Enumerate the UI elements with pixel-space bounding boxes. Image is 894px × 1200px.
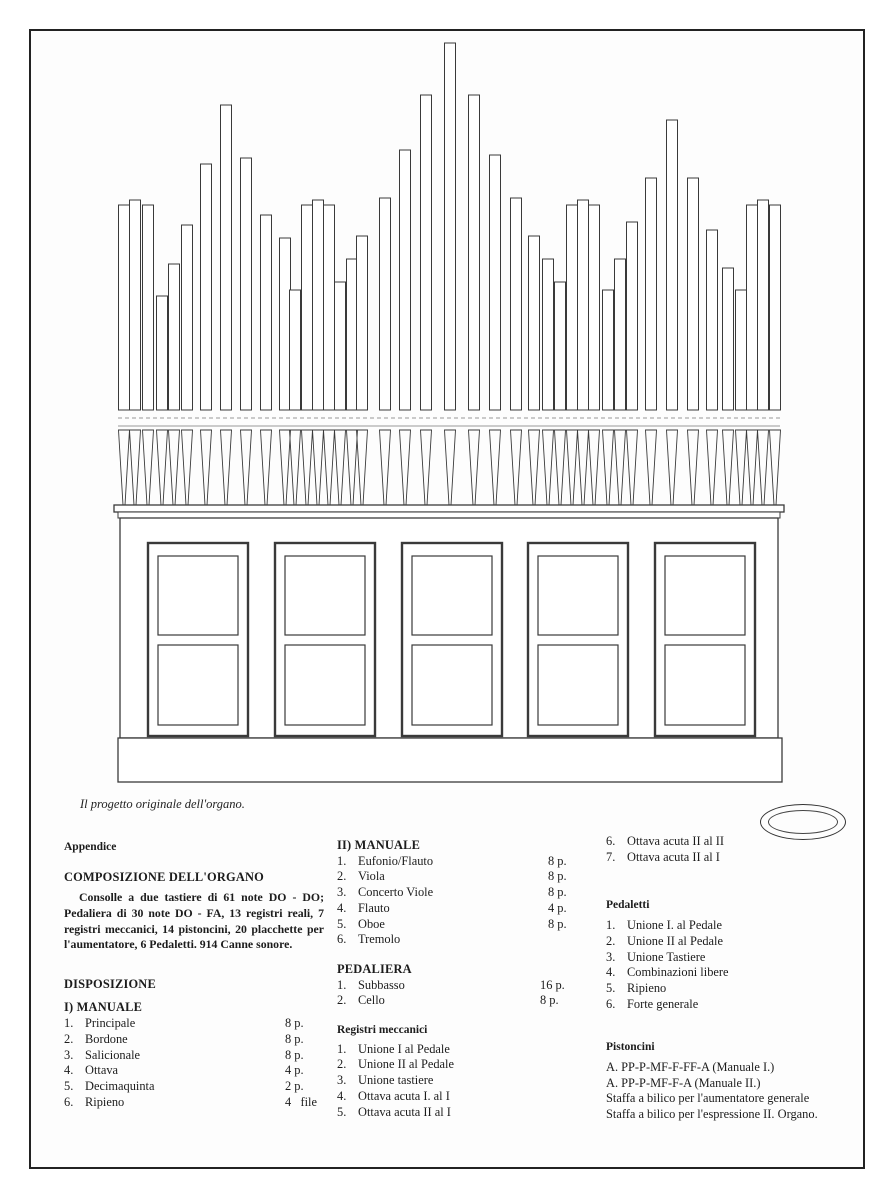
pipe-foot-icon (723, 430, 734, 505)
list-item (606, 997, 868, 1013)
manuale-2-heading: II) MANUALE (337, 838, 421, 852)
pipe-foot-icon (511, 430, 522, 505)
pipe-foot-icon (469, 430, 480, 505)
list-item (606, 918, 868, 934)
pipe-icon (688, 178, 699, 410)
pipe-icon (157, 296, 168, 410)
pipe-icon (627, 222, 638, 410)
pipe-foot-icon (302, 430, 313, 505)
item-name: Decimaquinta (85, 1079, 155, 1093)
pipe-foot-icon (529, 430, 540, 505)
pistoncino-line: A. PP-P-MF-F-FF-A (Manuale I.) (606, 1060, 775, 1075)
pistoncini-heading: Pistoncini (606, 1041, 655, 1054)
list-item (64, 1048, 324, 1064)
panel-upper-icon (412, 556, 492, 635)
manuale-2-list (337, 854, 599, 948)
pipe-foot-icon (157, 430, 168, 505)
item-number: 1. (337, 977, 347, 992)
list-item (337, 854, 599, 870)
item-name: Subbasso (358, 977, 405, 992)
list-item (337, 1105, 599, 1121)
item-name: Salicionale (85, 1047, 141, 1062)
pipe-icon (723, 268, 734, 410)
item-value: 8 p. (285, 1047, 304, 1062)
item-number: 6. (64, 1094, 74, 1109)
item-name: Combinazioni libere (627, 965, 729, 980)
item-number: 4. (337, 900, 347, 915)
item-value: 8 p. (285, 1016, 304, 1031)
pipe-foot-icon (445, 430, 456, 505)
item-name: Ripieno (627, 980, 667, 995)
pipe-foot-icon (603, 430, 614, 505)
pedaletti-list (606, 918, 868, 1012)
pipe-icon (615, 259, 626, 410)
pipe-icon (445, 43, 456, 410)
pipe-icon (182, 225, 193, 410)
pipe-icon (241, 158, 252, 410)
pipe-foot-icon (324, 430, 335, 505)
pipe-icon (490, 155, 501, 410)
item-name: Concerto Viole (358, 885, 434, 900)
item-number: 1. (337, 853, 347, 868)
pipe-foot-icon (555, 430, 566, 505)
list-item (64, 1079, 324, 1095)
pipe-foot-icon (736, 430, 747, 505)
panel-upper-icon (538, 556, 618, 635)
pedaletti-heading: Pedaletti (606, 899, 650, 912)
pipe-foot-icon (543, 430, 554, 505)
item-value: 8 p. (548, 885, 567, 900)
list-item (337, 932, 599, 948)
pipe-foot-icon (707, 430, 718, 505)
item-name: Eufonio/Flauto (358, 853, 434, 868)
panel-lower-icon (538, 645, 618, 725)
manuale-1-heading: I) MANUALE (64, 1000, 143, 1015)
appendice-heading: Appendice (64, 841, 117, 853)
pipe-foot-icon (221, 430, 232, 505)
pipe-icon (567, 205, 578, 410)
item-number: 5. (64, 1079, 74, 1093)
list-item (606, 965, 868, 981)
item-name: Tremolo (358, 932, 401, 947)
cornice-lower-icon (118, 512, 780, 518)
item-number: 1. (64, 1016, 74, 1031)
item-name: Ottava acuta II al I (627, 849, 720, 864)
pipe-foot-icon (667, 430, 678, 505)
pistoncino-line: A. PP-P-MF-F-A (Manuale II.) (606, 1075, 761, 1090)
item-number: 1. (606, 918, 616, 933)
pipe-foot-icon (313, 430, 324, 505)
cornice-icon (114, 505, 784, 512)
item-number: 2. (606, 933, 616, 948)
item-name: Unione tastiere (358, 1073, 434, 1088)
item-value: 8 p. (548, 916, 567, 931)
item-number: 7. (606, 849, 616, 864)
pipe-icon (421, 95, 432, 410)
list-item (337, 869, 599, 885)
pipe-foot-icon (747, 430, 758, 505)
figure-caption: Il progetto originale dell'organo. (80, 797, 245, 811)
item-number: 2. (64, 1031, 74, 1046)
pipe-foot-icon (335, 430, 346, 505)
pipe-foot-icon (169, 430, 180, 505)
registri-cont-list (606, 834, 868, 865)
list-item (64, 1095, 324, 1111)
pipe-foot-icon (646, 430, 657, 505)
pipe-foot-icon (421, 430, 432, 505)
item-value: 2 p. (285, 1079, 304, 1093)
item-number: 5. (337, 1104, 347, 1119)
item-number: 2. (337, 869, 347, 884)
pipe-icon (555, 282, 566, 410)
list-item (337, 917, 599, 933)
item-number: 5. (606, 980, 616, 995)
pipe-icon (578, 200, 589, 410)
item-number: 6. (606, 996, 616, 1011)
column-1 (64, 840, 324, 1110)
item-number: 5. (337, 916, 347, 931)
pipe-icon (747, 205, 758, 410)
item-value: 8 p. (285, 1031, 304, 1046)
panel-lower-icon (158, 645, 238, 725)
pipe-icon (469, 95, 480, 410)
pipe-foot-icon (758, 430, 769, 505)
pipe-foot-icon (627, 430, 638, 505)
item-name: Ottava (85, 1063, 119, 1078)
item-name: Ripieno (85, 1094, 125, 1109)
list-item (337, 1073, 599, 1089)
list-item (337, 885, 599, 901)
panel-upper-icon (285, 556, 365, 635)
item-name: Unione II al Pedale (358, 1057, 454, 1072)
item-value: 16 p. (540, 977, 565, 992)
pipe-icon (290, 290, 301, 410)
pipe-foot-icon (688, 430, 699, 505)
item-number: 6. (606, 834, 616, 848)
pipe-icon (201, 164, 212, 410)
item-value: 8 p. (540, 993, 559, 1008)
pipe-icon (400, 150, 411, 410)
list-item (606, 850, 868, 866)
item-value: 4 file (285, 1094, 317, 1109)
pipe-icon (770, 205, 781, 410)
item-name: Unione I al Pedale (358, 1041, 450, 1056)
pipe-foot-icon (490, 430, 501, 505)
list-item (337, 978, 599, 994)
list-item (606, 834, 868, 850)
pipe-icon (119, 205, 130, 410)
organ-plinth-icon (118, 738, 782, 782)
pistoncini-list (606, 1060, 868, 1123)
pipe-icon (324, 205, 335, 410)
pipe-foot-icon (130, 430, 141, 505)
item-name: Ottava acuta II al II (627, 834, 725, 848)
organ-drawing (29, 29, 865, 809)
item-number: 4. (606, 965, 616, 980)
list-item (337, 1057, 599, 1073)
item-number: 2. (337, 1057, 347, 1072)
pipe-icon (603, 290, 614, 410)
pipe-icon (221, 105, 232, 410)
list-item (337, 901, 599, 917)
pipe-icon (380, 198, 391, 410)
item-number: 6. (337, 932, 347, 947)
list-item (606, 950, 868, 966)
list-item (606, 981, 868, 997)
item-number: 3. (606, 949, 616, 964)
pipe-icon (511, 198, 522, 410)
registri-heading: Registri meccanici (337, 1024, 428, 1037)
item-name: Viola (358, 869, 385, 884)
pipe-foot-icon (357, 430, 368, 505)
item-value: 8 p. (548, 869, 567, 884)
item-name: Unione I. al Pedale (627, 918, 722, 933)
pipe-foot-icon (182, 430, 193, 505)
list-item (606, 934, 868, 950)
pistoncino-line: Staffa a bilico per l'aumentatore generale (606, 1091, 810, 1106)
list-item (337, 993, 599, 1009)
pipe-foot-icon (615, 430, 626, 505)
panel-upper-icon (158, 556, 238, 635)
pipe-foot-icon (241, 430, 252, 505)
pipe-foot-icon (143, 430, 154, 505)
pipe-foot-icon (770, 430, 781, 505)
pipe-foot-icon (290, 430, 301, 505)
manuale-1-list (64, 1016, 324, 1110)
pipe-icon (667, 120, 678, 410)
pipe-icon (736, 290, 747, 410)
pipe-icon (543, 259, 554, 410)
pipe-icon (280, 238, 291, 410)
pipe-foot-icon (380, 430, 391, 505)
list-item (337, 1089, 599, 1105)
pipe-icon (261, 215, 272, 410)
list-item (64, 1063, 324, 1079)
item-number: 2. (337, 993, 347, 1008)
item-value: 8 p. (548, 853, 567, 868)
pedaliera-list (337, 978, 599, 1009)
pipe-foot-icon (567, 430, 578, 505)
column-3 (606, 834, 868, 1123)
list-item (337, 1042, 599, 1058)
list-item (64, 1016, 324, 1032)
item-name: Principale (85, 1016, 136, 1031)
pipe-icon (347, 259, 358, 410)
pipe-icon (130, 200, 141, 410)
pipe-foot-icon (578, 430, 589, 505)
pipe-foot-icon (201, 430, 212, 505)
panel-lower-icon (285, 645, 365, 725)
pipe-icon (313, 200, 324, 410)
pipe-icon (335, 282, 346, 410)
item-value: 4 p. (548, 900, 567, 915)
pipe-icon (646, 178, 657, 410)
pipe-icon (758, 200, 769, 410)
pipe-icon (169, 264, 180, 410)
item-name: Ottava acuta II al I (358, 1104, 451, 1119)
item-number: 4. (337, 1088, 347, 1103)
pedaliera-heading: PEDALIERA (337, 961, 412, 976)
item-number: 1. (337, 1041, 347, 1056)
panel-lower-icon (412, 645, 492, 725)
item-name: Flauto (358, 900, 390, 915)
item-name: Forte generale (627, 996, 699, 1011)
pipe-icon (357, 236, 368, 410)
panel-upper-icon (665, 556, 745, 635)
item-value: 4 p. (285, 1063, 304, 1078)
pistoncino-line: Staffa a bilico per l'espressione II. Organo. (606, 1107, 818, 1122)
pipe-icon (302, 205, 313, 410)
item-name: Cello (358, 993, 385, 1008)
panel-lower-icon (665, 645, 745, 725)
pipe-foot-icon (400, 430, 411, 505)
item-name: Unione II al Pedale (627, 933, 723, 948)
pipe-foot-icon (119, 430, 130, 505)
column-2 (337, 838, 599, 1120)
list-item (64, 1032, 324, 1048)
item-number: 3. (64, 1047, 74, 1062)
pipe-icon (707, 230, 718, 410)
pipe-icon (143, 205, 154, 410)
disposizione-heading: DISPOSIZIONE (64, 976, 156, 991)
item-name: Bordone (85, 1031, 128, 1046)
item-number: 3. (337, 885, 347, 900)
item-name: Oboe (358, 916, 385, 931)
pipe-foot-icon (589, 430, 600, 505)
item-number: 3. (337, 1073, 347, 1088)
pipe-foot-icon (261, 430, 272, 505)
pipe-icon (529, 236, 540, 410)
registri-list (337, 1042, 599, 1121)
pipe-icon (589, 205, 600, 410)
item-number: 4. (64, 1063, 74, 1078)
item-name: Unione Tastiere (627, 949, 706, 964)
composizione-text: Consolle a due tastiere di 61 note DO - DO; Pedaliera di 30 note DO - FA, 13 registri reali, 7 registri meccanici, 14 pistoncini, 20 placchette per l'aumentatore, 6 Pedaletti. 914 Canne sonore. (64, 890, 324, 952)
item-name: Ottava acuta I. al I (358, 1088, 450, 1103)
pipe-foot-icon (347, 430, 358, 505)
pipe-foot-icon (280, 430, 291, 505)
composizione-heading: COMPOSIZIONE DELL'ORGANO (64, 869, 264, 884)
